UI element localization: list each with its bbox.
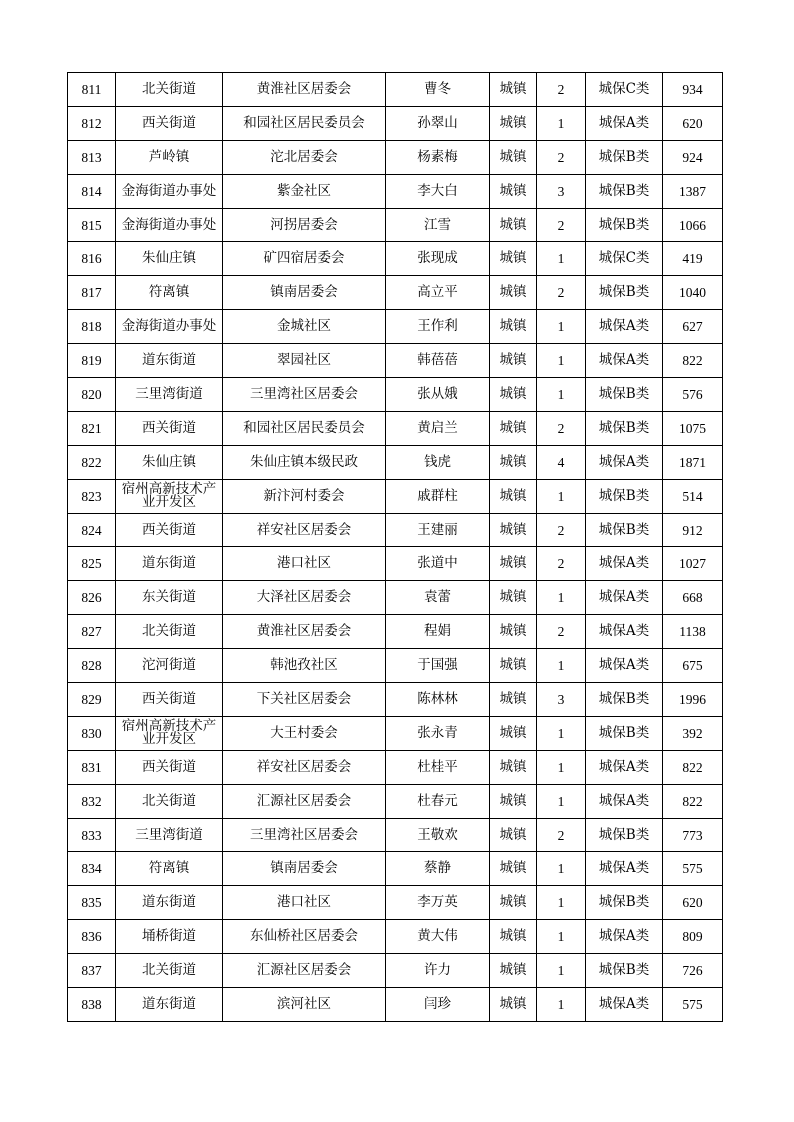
community-cell: 黄淮社区居委会 bbox=[223, 615, 386, 649]
category-cell: 城保A类 bbox=[586, 106, 663, 140]
category-cell: 城保A类 bbox=[586, 920, 663, 954]
name-cell: 江雪 bbox=[386, 208, 490, 242]
name-cell: 袁蕾 bbox=[386, 581, 490, 615]
name-cell: 李万英 bbox=[386, 886, 490, 920]
category-cell: 城保B类 bbox=[586, 140, 663, 174]
amount-cell: 575 bbox=[663, 988, 723, 1022]
amount-cell: 627 bbox=[663, 310, 723, 344]
amount-cell: 620 bbox=[663, 886, 723, 920]
name-cell: 王作利 bbox=[386, 310, 490, 344]
community-cell: 大王村委会 bbox=[223, 716, 386, 750]
community-cell: 下关社区居委会 bbox=[223, 683, 386, 717]
table-row bbox=[68, 852, 723, 886]
row-number-cell: 811 bbox=[68, 73, 116, 107]
amount-cell: 419 bbox=[663, 242, 723, 276]
amount-cell: 912 bbox=[663, 513, 723, 547]
category-cell: 城保B类 bbox=[586, 378, 663, 412]
category-cell: 城保A类 bbox=[586, 445, 663, 479]
row-number-cell: 812 bbox=[68, 106, 116, 140]
table-row bbox=[68, 818, 723, 852]
community-cell: 祥安社区居委会 bbox=[223, 750, 386, 784]
row-number-cell: 834 bbox=[68, 852, 116, 886]
table-row bbox=[68, 479, 723, 513]
community-cell: 汇源社区居委会 bbox=[223, 784, 386, 818]
category-cell: 城保B类 bbox=[586, 513, 663, 547]
street-cell: 埇桥街道 bbox=[116, 920, 223, 954]
amount-cell: 726 bbox=[663, 954, 723, 988]
street-cell: 金海街道办事处 bbox=[116, 310, 223, 344]
amount-cell: 1996 bbox=[663, 683, 723, 717]
community-cell: 矿四宿居委会 bbox=[223, 242, 386, 276]
community-cell: 东仙桥社区居委会 bbox=[223, 920, 386, 954]
amount-cell: 773 bbox=[663, 818, 723, 852]
row-number-cell: 838 bbox=[68, 988, 116, 1022]
area-type-cell: 城镇 bbox=[490, 73, 537, 107]
community-cell: 港口社区 bbox=[223, 547, 386, 581]
community-cell: 新汴河村委会 bbox=[223, 479, 386, 513]
area-type-cell: 城镇 bbox=[490, 954, 537, 988]
name-cell: 孙翠山 bbox=[386, 106, 490, 140]
area-type-cell: 城镇 bbox=[490, 513, 537, 547]
community-cell: 祥安社区居委会 bbox=[223, 513, 386, 547]
household-size-cell: 1 bbox=[537, 581, 586, 615]
table-row bbox=[68, 547, 723, 581]
name-cell: 于国强 bbox=[386, 649, 490, 683]
row-number-cell: 821 bbox=[68, 411, 116, 445]
table-row bbox=[68, 954, 723, 988]
category-cell: 城保A类 bbox=[586, 750, 663, 784]
street-cell: 符离镇 bbox=[116, 852, 223, 886]
amount-cell: 1075 bbox=[663, 411, 723, 445]
category-cell: 城保B类 bbox=[586, 174, 663, 208]
community-cell: 和园社区居民委员会 bbox=[223, 106, 386, 140]
household-size-cell: 3 bbox=[537, 683, 586, 717]
area-type-cell: 城镇 bbox=[490, 581, 537, 615]
household-size-cell: 2 bbox=[537, 615, 586, 649]
street-cell: 北关街道 bbox=[116, 784, 223, 818]
table-row bbox=[68, 784, 723, 818]
street-cell: 东关街道 bbox=[116, 581, 223, 615]
amount-cell: 934 bbox=[663, 73, 723, 107]
street-cell: 金海街道办事处 bbox=[116, 208, 223, 242]
row-number-cell: 820 bbox=[68, 378, 116, 412]
area-type-cell: 城镇 bbox=[490, 106, 537, 140]
area-type-cell: 城镇 bbox=[490, 716, 537, 750]
category-cell: 城保A类 bbox=[586, 784, 663, 818]
name-cell: 王敬欢 bbox=[386, 818, 490, 852]
community-cell: 三里湾社区居委会 bbox=[223, 818, 386, 852]
area-type-cell: 城镇 bbox=[490, 479, 537, 513]
household-size-cell: 2 bbox=[537, 208, 586, 242]
table-row bbox=[68, 242, 723, 276]
area-type-cell: 城镇 bbox=[490, 886, 537, 920]
category-cell: 城保B类 bbox=[586, 411, 663, 445]
area-type-cell: 城镇 bbox=[490, 445, 537, 479]
household-size-cell: 2 bbox=[537, 818, 586, 852]
street-cell: 朱仙庄镇 bbox=[116, 445, 223, 479]
table-row bbox=[68, 988, 723, 1022]
name-cell: 黄启兰 bbox=[386, 411, 490, 445]
community-cell: 三里湾社区居委会 bbox=[223, 378, 386, 412]
name-cell: 杜春元 bbox=[386, 784, 490, 818]
household-size-cell: 1 bbox=[537, 106, 586, 140]
name-cell: 戚群柱 bbox=[386, 479, 490, 513]
table-body bbox=[68, 73, 723, 1022]
household-size-cell: 2 bbox=[537, 547, 586, 581]
street-cell: 金海街道办事处 bbox=[116, 174, 223, 208]
category-cell: 城保C类 bbox=[586, 73, 663, 107]
household-size-cell: 1 bbox=[537, 886, 586, 920]
row-number-cell: 824 bbox=[68, 513, 116, 547]
household-size-cell: 1 bbox=[537, 242, 586, 276]
row-number-cell: 823 bbox=[68, 479, 116, 513]
household-size-cell: 2 bbox=[537, 140, 586, 174]
area-type-cell: 城镇 bbox=[490, 208, 537, 242]
street-cell: 符离镇 bbox=[116, 276, 223, 310]
street-cell: 西关街道 bbox=[116, 513, 223, 547]
household-size-cell: 1 bbox=[537, 344, 586, 378]
row-number-cell: 814 bbox=[68, 174, 116, 208]
area-type-cell: 城镇 bbox=[490, 750, 537, 784]
amount-cell: 822 bbox=[663, 784, 723, 818]
street-cell: 北关街道 bbox=[116, 73, 223, 107]
category-cell: 城保B类 bbox=[586, 716, 663, 750]
category-cell: 城保B类 bbox=[586, 954, 663, 988]
community-cell: 紫金社区 bbox=[223, 174, 386, 208]
name-cell: 李大白 bbox=[386, 174, 490, 208]
row-number-cell: 831 bbox=[68, 750, 116, 784]
community-cell: 朱仙庄镇本级民政 bbox=[223, 445, 386, 479]
name-cell: 高立平 bbox=[386, 276, 490, 310]
table-row bbox=[68, 649, 723, 683]
table-row bbox=[68, 445, 723, 479]
row-number-cell: 827 bbox=[68, 615, 116, 649]
community-cell: 镇南居委会 bbox=[223, 276, 386, 310]
category-cell: 城保A类 bbox=[586, 852, 663, 886]
row-number-cell: 813 bbox=[68, 140, 116, 174]
area-type-cell: 城镇 bbox=[490, 378, 537, 412]
street-cell: 宿州高新技术产业开发区 bbox=[116, 716, 223, 750]
category-cell: 城保B类 bbox=[586, 208, 663, 242]
amount-cell: 576 bbox=[663, 378, 723, 412]
area-type-cell: 城镇 bbox=[490, 547, 537, 581]
table-row bbox=[68, 344, 723, 378]
street-cell: 道东街道 bbox=[116, 988, 223, 1022]
street-cell: 道东街道 bbox=[116, 886, 223, 920]
table-row bbox=[68, 513, 723, 547]
name-cell: 王建丽 bbox=[386, 513, 490, 547]
table-row bbox=[68, 581, 723, 615]
street-cell: 三里湾街道 bbox=[116, 378, 223, 412]
row-number-cell: 815 bbox=[68, 208, 116, 242]
row-number-cell: 829 bbox=[68, 683, 116, 717]
amount-cell: 620 bbox=[663, 106, 723, 140]
community-cell: 金城社区 bbox=[223, 310, 386, 344]
area-type-cell: 城镇 bbox=[490, 344, 537, 378]
community-cell: 和园社区居民委员会 bbox=[223, 411, 386, 445]
community-cell: 黄淮社区居委会 bbox=[223, 73, 386, 107]
category-cell: 城保A类 bbox=[586, 615, 663, 649]
area-type-cell: 城镇 bbox=[490, 411, 537, 445]
table-row bbox=[68, 106, 723, 140]
amount-cell: 924 bbox=[663, 140, 723, 174]
household-size-cell: 1 bbox=[537, 649, 586, 683]
category-cell: 城保B类 bbox=[586, 818, 663, 852]
area-type-cell: 城镇 bbox=[490, 310, 537, 344]
household-size-cell: 1 bbox=[537, 378, 586, 412]
street-cell: 宿州高新技术产业开发区 bbox=[116, 479, 223, 513]
amount-cell: 575 bbox=[663, 852, 723, 886]
table-row bbox=[68, 140, 723, 174]
name-cell: 张永青 bbox=[386, 716, 490, 750]
community-cell: 沱北居委会 bbox=[223, 140, 386, 174]
amount-cell: 822 bbox=[663, 750, 723, 784]
category-cell: 城保B类 bbox=[586, 683, 663, 717]
street-cell: 三里湾街道 bbox=[116, 818, 223, 852]
row-number-cell: 836 bbox=[68, 920, 116, 954]
category-cell: 城保A类 bbox=[586, 649, 663, 683]
category-cell: 城保C类 bbox=[586, 242, 663, 276]
area-type-cell: 城镇 bbox=[490, 852, 537, 886]
area-type-cell: 城镇 bbox=[490, 818, 537, 852]
table-row bbox=[68, 750, 723, 784]
beneficiary-table bbox=[67, 72, 723, 1022]
table-row bbox=[68, 716, 723, 750]
table-row bbox=[68, 615, 723, 649]
row-number-cell: 830 bbox=[68, 716, 116, 750]
street-cell: 北关街道 bbox=[116, 615, 223, 649]
street-cell: 芦岭镇 bbox=[116, 140, 223, 174]
row-number-cell: 833 bbox=[68, 818, 116, 852]
community-cell: 翠园社区 bbox=[223, 344, 386, 378]
household-size-cell: 4 bbox=[537, 445, 586, 479]
household-size-cell: 1 bbox=[537, 479, 586, 513]
household-size-cell: 3 bbox=[537, 174, 586, 208]
community-cell: 韩池孜社区 bbox=[223, 649, 386, 683]
street-cell: 朱仙庄镇 bbox=[116, 242, 223, 276]
community-cell: 大泽社区居委会 bbox=[223, 581, 386, 615]
household-size-cell: 1 bbox=[537, 920, 586, 954]
name-cell: 张道中 bbox=[386, 547, 490, 581]
household-size-cell: 2 bbox=[537, 513, 586, 547]
community-cell: 镇南居委会 bbox=[223, 852, 386, 886]
amount-cell: 392 bbox=[663, 716, 723, 750]
amount-cell: 1387 bbox=[663, 174, 723, 208]
name-cell: 张从娥 bbox=[386, 378, 490, 412]
area-type-cell: 城镇 bbox=[490, 988, 537, 1022]
community-cell: 汇源社区居委会 bbox=[223, 954, 386, 988]
category-cell: 城保B类 bbox=[586, 276, 663, 310]
street-cell: 西关街道 bbox=[116, 411, 223, 445]
amount-cell: 514 bbox=[663, 479, 723, 513]
row-number-cell: 819 bbox=[68, 344, 116, 378]
community-cell: 滨河社区 bbox=[223, 988, 386, 1022]
community-cell: 港口社区 bbox=[223, 886, 386, 920]
row-number-cell: 816 bbox=[68, 242, 116, 276]
area-type-cell: 城镇 bbox=[490, 649, 537, 683]
area-type-cell: 城镇 bbox=[490, 615, 537, 649]
household-size-cell: 2 bbox=[537, 73, 586, 107]
amount-cell: 1871 bbox=[663, 445, 723, 479]
category-cell: 城保A类 bbox=[586, 988, 663, 1022]
table-row bbox=[68, 886, 723, 920]
table-row bbox=[68, 378, 723, 412]
category-cell: 城保A类 bbox=[586, 547, 663, 581]
amount-cell: 822 bbox=[663, 344, 723, 378]
household-size-cell: 2 bbox=[537, 411, 586, 445]
category-cell: 城保B类 bbox=[586, 479, 663, 513]
household-size-cell: 2 bbox=[537, 276, 586, 310]
table-row bbox=[68, 683, 723, 717]
household-size-cell: 1 bbox=[537, 988, 586, 1022]
row-number-cell: 828 bbox=[68, 649, 116, 683]
household-size-cell: 1 bbox=[537, 954, 586, 988]
category-cell: 城保A类 bbox=[586, 344, 663, 378]
row-number-cell: 837 bbox=[68, 954, 116, 988]
table-row bbox=[68, 920, 723, 954]
household-size-cell: 1 bbox=[537, 750, 586, 784]
row-number-cell: 832 bbox=[68, 784, 116, 818]
amount-cell: 1027 bbox=[663, 547, 723, 581]
category-cell: 城保A类 bbox=[586, 310, 663, 344]
name-cell: 许力 bbox=[386, 954, 490, 988]
row-number-cell: 817 bbox=[68, 276, 116, 310]
table-row bbox=[68, 73, 723, 107]
community-cell: 河拐居委会 bbox=[223, 208, 386, 242]
row-number-cell: 825 bbox=[68, 547, 116, 581]
table-row bbox=[68, 310, 723, 344]
amount-cell: 1066 bbox=[663, 208, 723, 242]
area-type-cell: 城镇 bbox=[490, 683, 537, 717]
street-cell: 沱河街道 bbox=[116, 649, 223, 683]
name-cell: 张现成 bbox=[386, 242, 490, 276]
name-cell: 陈林林 bbox=[386, 683, 490, 717]
row-number-cell: 822 bbox=[68, 445, 116, 479]
name-cell: 程娟 bbox=[386, 615, 490, 649]
amount-cell: 1138 bbox=[663, 615, 723, 649]
area-type-cell: 城镇 bbox=[490, 174, 537, 208]
household-size-cell: 1 bbox=[537, 716, 586, 750]
category-cell: 城保B类 bbox=[586, 886, 663, 920]
amount-cell: 668 bbox=[663, 581, 723, 615]
name-cell: 杨素梅 bbox=[386, 140, 490, 174]
row-number-cell: 818 bbox=[68, 310, 116, 344]
street-cell: 西关街道 bbox=[116, 683, 223, 717]
category-cell: 城保A类 bbox=[586, 581, 663, 615]
street-cell: 西关街道 bbox=[116, 750, 223, 784]
street-cell: 西关街道 bbox=[116, 106, 223, 140]
name-cell: 曹冬 bbox=[386, 73, 490, 107]
table-row bbox=[68, 208, 723, 242]
name-cell: 钱虎 bbox=[386, 445, 490, 479]
area-type-cell: 城镇 bbox=[490, 920, 537, 954]
area-type-cell: 城镇 bbox=[490, 242, 537, 276]
name-cell: 黄大伟 bbox=[386, 920, 490, 954]
street-cell: 道东街道 bbox=[116, 344, 223, 378]
area-type-cell: 城镇 bbox=[490, 784, 537, 818]
street-cell: 道东街道 bbox=[116, 547, 223, 581]
amount-cell: 809 bbox=[663, 920, 723, 954]
table-row bbox=[68, 411, 723, 445]
table-row bbox=[68, 174, 723, 208]
street-cell: 北关街道 bbox=[116, 954, 223, 988]
name-cell: 杜桂平 bbox=[386, 750, 490, 784]
household-size-cell: 1 bbox=[537, 784, 586, 818]
area-type-cell: 城镇 bbox=[490, 140, 537, 174]
amount-cell: 1040 bbox=[663, 276, 723, 310]
row-number-cell: 835 bbox=[68, 886, 116, 920]
amount-cell: 675 bbox=[663, 649, 723, 683]
table-row bbox=[68, 276, 723, 310]
household-size-cell: 1 bbox=[537, 852, 586, 886]
row-number-cell: 826 bbox=[68, 581, 116, 615]
name-cell: 闫珍 bbox=[386, 988, 490, 1022]
household-size-cell: 1 bbox=[537, 310, 586, 344]
name-cell: 韩蓓蓓 bbox=[386, 344, 490, 378]
name-cell: 蔡静 bbox=[386, 852, 490, 886]
area-type-cell: 城镇 bbox=[490, 276, 537, 310]
